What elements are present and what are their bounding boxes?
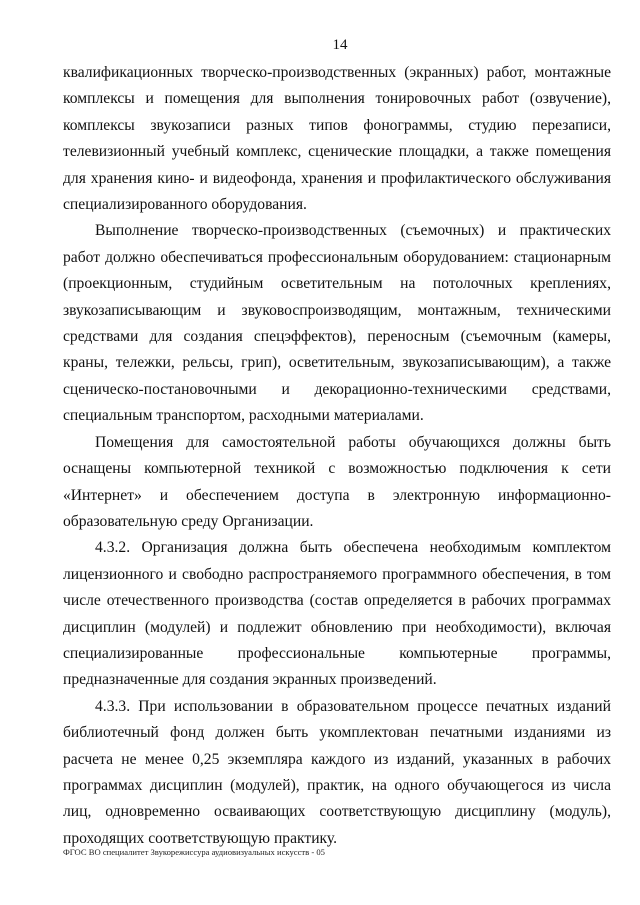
paragraph-self-study-rooms: Помещения для самостоятельной работы обучающихся должны быть оснащены компьютерной техникой с возможностью подключения к сети «Интернет» и обеспечением доступа в электронную информационно-образовательную среду Организации. [63,433,611,530]
paragraph-4-3-2: 4.3.2. Организация должна быть обеспечена необходимым комплектом лицензионного и свободно распространяемого программного обеспечения, в том числе отечественного производства (состав определяется в рабочих программах дисциплин (модулей) и подлежит обновлению при необходимости), включая специализированные профессиональные компьютерные программы, предназначенные для создания экранных произведений. [63,539,611,689]
paragraph-continuation: квалификационных творческо-производственных (экранных) работ, монтажные комплексы и помещения для выполнения тонировочных работ (озвучение), комплексы звукозаписи разных типов фонограммы, студию перезаписи, телевизионный учебный комплекс, сценические площадки, а также помещения для хранения кино- и видеофонда, хранения и профилактического обслуживания специализированного оборудования. [63,64,611,214]
paragraph-equipment: Выполнение творческо-производственных (съемочных) и практических работ должно обеспечиваться профессиональным оборудованием: стационарным (проекционным, студийным осветительным на потолочных креплениях, звукозаписывающим и звуковоспроизводящим, монтажным, техническими средствами для создания спецэффектов), переносным (съемочным (камеры, краны, тележки, рельсы, грип), осветительным, звукозаписывающим), а также сценическо-постановочными и декорационно-техническими средствами, специальным транспортом, расходными материалами. [63,222,611,425]
paragraph-4-3-3: 4.3.3. При использовании в образовательном процессе печатных изданий библиотечный фонд должен быть укомплектован печатными изданиями из расчета не менее 0,25 экземпляра каждого из изданий, указанных в рабочих программах дисциплин (модулей), практик, на одного обучающегося из числа лиц, одновременно осваивающих соответствующую дисциплину (модуль), проходящих соответствующую практику. [63,697,611,847]
page-footer: ФГОС ВО специалитет Звукорежиссура аудиовизуальных искусств - 05 [63,847,325,857]
document-body [63,60,611,852]
page-number: 14 [332,37,348,53]
